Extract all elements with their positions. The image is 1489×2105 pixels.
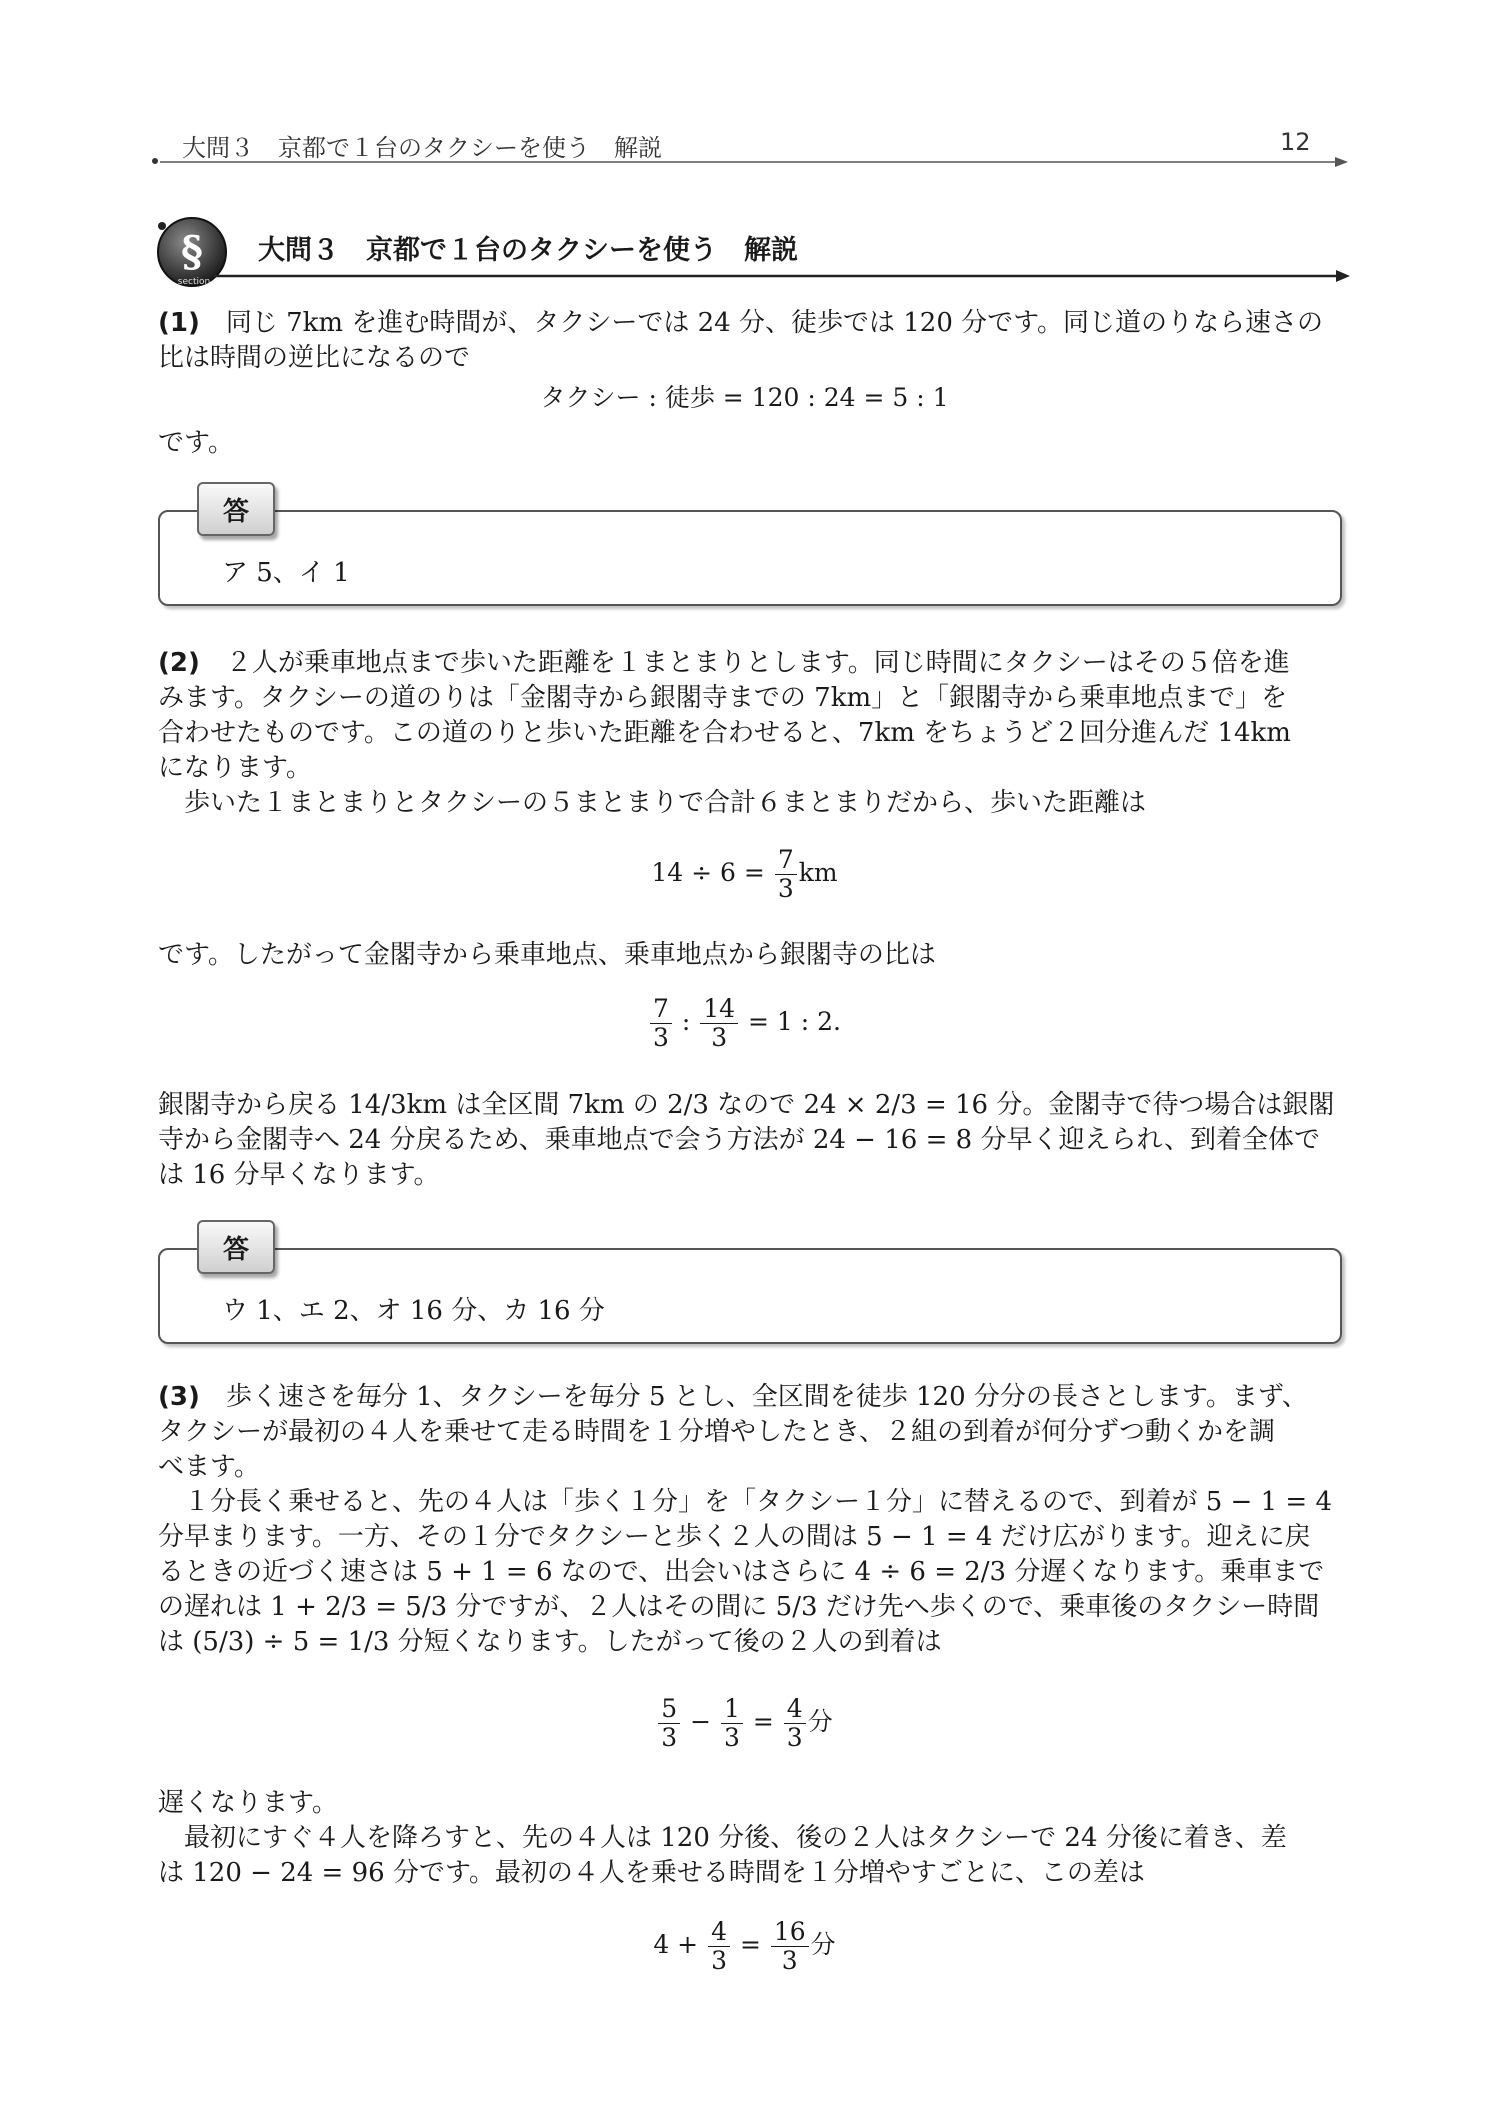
q2-answer: ウ 1、エ 2、オ 16 分、カ 16 分 [222,1296,605,1326]
q3-paragraph [158,1380,1338,1660]
q2-number: (2) [158,648,200,678]
section-rule [210,268,1350,284]
header-rule [160,155,1350,169]
q3-line3: べます。 [158,1452,260,1482]
page-header [0,0,1489,170]
q2-equation-1: 14 ÷ 6 = $\frac{7}{3}$ km [651,845,838,903]
q2-line5: 歩いた１まとまりとタクシーの５まとまりで合計６まとまりだから、歩いた距離は [184,788,1147,818]
section-title: 大問３ 京都で１台のタクシーを使う 解説 [258,235,798,266]
q2-equation-2: $\frac{7}{3}$ : $\frac{14}{3}$ = 1 : 2. [0,995,1489,1052]
q3-line8: は (5/3) ÷ 5 = 1/3 分短くなります。したがって後の２人の到着は [158,1627,942,1657]
q3-line11: は 120 − 24 = 96 分です。最初の４人を乗せる時間を１分増やすごとに、この差は [158,1858,1145,1888]
q3-line6: るときの近づく速さは 5 + 1 = 6 なので、出会いはさらに 4 ÷ 6 = 2/3 分遅くなります。乗車まで [158,1557,1325,1587]
q3-line10: 最初にすぐ４人を降ろすと、先の４人は 120 分後、後の２人はタクシーで 24 分後に着き、差 [184,1823,1287,1853]
header-dot [152,158,158,164]
q3-equation-2: 4 + $\frac{4}{3}$ = $\frac{16}{3}$ 分 [653,1917,836,1975]
q2-line2: みます。タクシーの道のりは「金閣寺から銀閣寺までの 7km」と「銀閣寺から乗車地点まで」を [158,683,1288,713]
q2-line4: になります。 [158,753,312,783]
section-heading [150,210,1350,290]
q1-formula: タクシー : 徒歩 = 120 : 24 = 5 : 1 [540,383,949,412]
q3-line2: タクシーが最初の４人を乗せて走る時間を１分増やしたとき、２組の到着が何分ずつ動くかを調 [158,1417,1275,1447]
q2-answer-label: 答 [197,1220,275,1274]
q3-line4: １分長く乗せると、先の４人は「歩く１分」を「タクシー１分」に替えるので、到着が 5 − 1 = 4 [184,1487,1333,1517]
q2-line8: 寺から金閣寺へ 24 分戻るため、乗車地点で会う方法が 24 − 16 = 8 分早く迎えられ、到着全体で [158,1125,1321,1155]
section-badge-text: section [177,277,211,287]
q1-answer: ア 5、イ 1 [222,558,350,588]
q2-paragraph [158,646,1338,821]
q3-line5: 分早まります。一方、その１分でタクシーと歩く２人の間は 5 − 1 = 4 だけ広がります。迎えに戻 [158,1522,1311,1552]
q2-line7: 銀閣寺から戻る 14/3km は全区間 7km の 2/3 なので 24 × 2/3 = 16 分。金閣寺で待つ場合は銀閣 [158,1090,1335,1120]
q1-number: (1) [158,308,200,338]
q2-line1: ２人が乗車地点まで歩いた距離を１まとまりとします。同じ時間にタクシーはその５倍を進 [225,648,1290,678]
running-title: 大問３ 京都で１台のタクシーを使う 解説 [182,134,662,162]
q2-paragraph-2 [158,1088,1338,1193]
q3-paragraph-2 [158,1786,1338,1891]
page-number: 12 [1280,128,1311,156]
q2-line6: です。したがって金閣寺から乗車地点、乗車地点から銀閣寺の比は [158,940,936,970]
q1-answer-label: 答 [197,482,275,536]
q1-paragraph [158,306,1338,376]
q1-line1: 同じ 7km を進む時間が、タクシーでは 24 分、徒歩では 120 分です。同じ道のりなら速さの [225,308,1324,338]
q2-line9: は 16 分早くなります。 [158,1160,440,1190]
section-badge-letter: § [181,227,203,276]
q3-line9: 遅くなります。 [158,1788,338,1818]
q3-equation-1: $\frac{5}{3}$ − $\frac{1}{3}$ = $\frac{4}{3}$ 分 [0,1695,1489,1752]
q3-line1: 歩く速さを毎分 1、タクシーを毎分 5 とし、全区間を徒歩 120 分分の長さとします。まず、 [225,1382,1308,1412]
q3-number: (3) [158,1382,200,1412]
q1-line3: です。 [158,428,234,458]
q2-line3: 合わせたものです。この道のりと歩いた距離を合わせると、7km をちょうど２回分進んだ 14km [158,718,1291,748]
q1-line2: 比は時間の逆比になるので [158,343,471,373]
q3-line7: の遅れは 1 + 2/3 = 5/3 分ですが、２人はその間に 5/3 だけ先へ歩くので、乗車後のタクシー時間 [158,1592,1320,1622]
